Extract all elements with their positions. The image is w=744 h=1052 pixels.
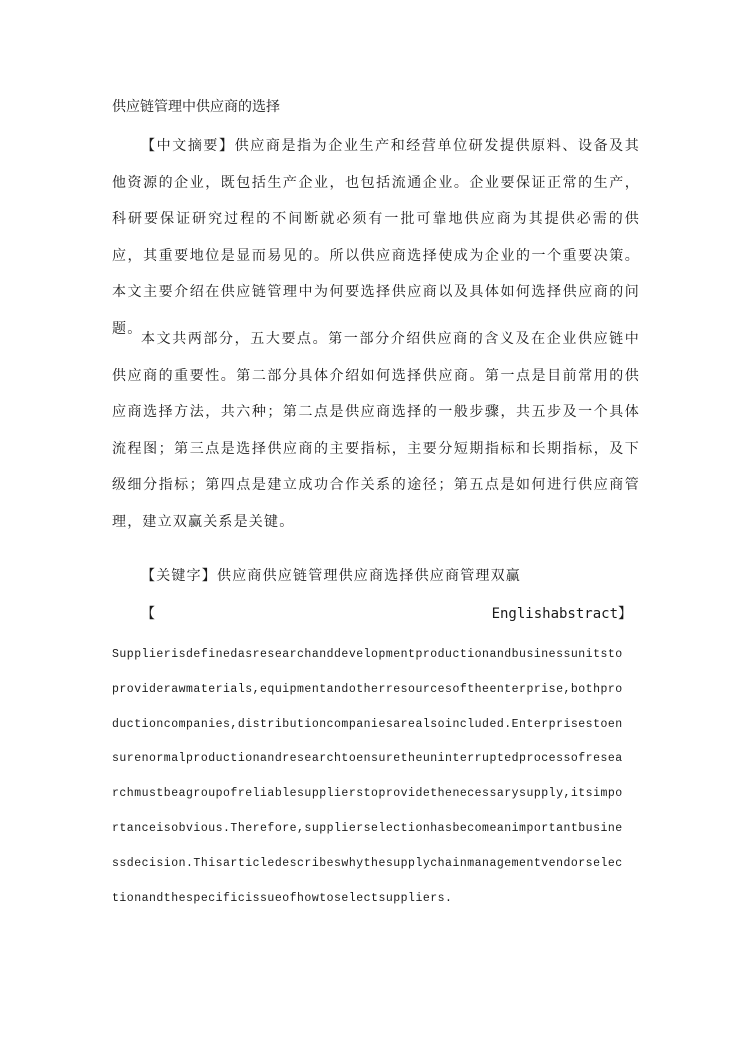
- english-abstract-line: ssdecision.Thisarticledescribeswhythesupplychainmanagementvendorselec: [112, 856, 623, 870]
- english-abstract-line: ductioncompanies,distributioncompaniesarealsoincluded.Enterprisestoen: [112, 717, 623, 731]
- english-abstract-heading: [112, 599, 632, 629]
- english-heading-open-bracket: 【: [141, 606, 155, 622]
- english-abstract-line: surenormalproductionandresearchtoensuretheuninterruptedprocessofresea: [112, 752, 623, 766]
- document-title: 供应链管理中供应商的选择: [112, 99, 280, 115]
- english-abstract-body: [112, 638, 636, 916]
- english-abstract-line: providerawmaterials,equipmentandotherresourcesoftheenterprise,bothpro: [112, 682, 623, 696]
- english-abstract-line: rchmustbeagroupofreliablesupplierstoprovidethenecessarysupply,itsimpo: [112, 787, 623, 801]
- structure-overview-paragraph: 本文共两部分，五大要点。第一部分介绍供应商的含义及在企业供应链中供应商的重要性。第二部分具体介绍如何选择供应商。第一点是目前常用的供应商选择方法，共六种；第二点是供应商选择的一般步骤，共五步及一个具体流程图；第三点是选择供应商的主要指标，主要分短期指标和长期指标，及下级细分指标；第四点是建立成功合作关系的途径；第五点是如何进行供应商管理，建立双赢关系是关键。: [112, 331, 640, 530]
- english-abstract-line: rtanceisobvious.Therefore,supplierselectionhasbecomeanimportantbusine: [112, 821, 623, 835]
- english-abstract-line: Supplierisdefinedasresearchanddevelopmentproductionandbusinessunitsto: [112, 648, 623, 661]
- english-abstract-line: tionandthespecificissueofhowtoselectsuppliers.: [112, 891, 453, 905]
- keywords-line: 【关键字】供应商供应链管理供应商选择供应商管理双赢: [141, 568, 521, 584]
- chinese-abstract-paragraph: 【中文摘要】供应商是指为企业生产和经营单位研发提供原料、设备及其他资源的企业，既包括生产企业，也包括流通企业。企业要保证正常的生产，科研要保证研究过程的不间断就必须有一批可靠地供应商为其提供必需的供应，其重要地位是显而易见的。所以供应商选择使成为企业的一个重要决策。本文主要介绍在供应链管理中为何要选择供应商以及具体如何选择供应商的问题。: [112, 138, 640, 337]
- english-heading-label: Englishabstract】: [491, 606, 632, 622]
